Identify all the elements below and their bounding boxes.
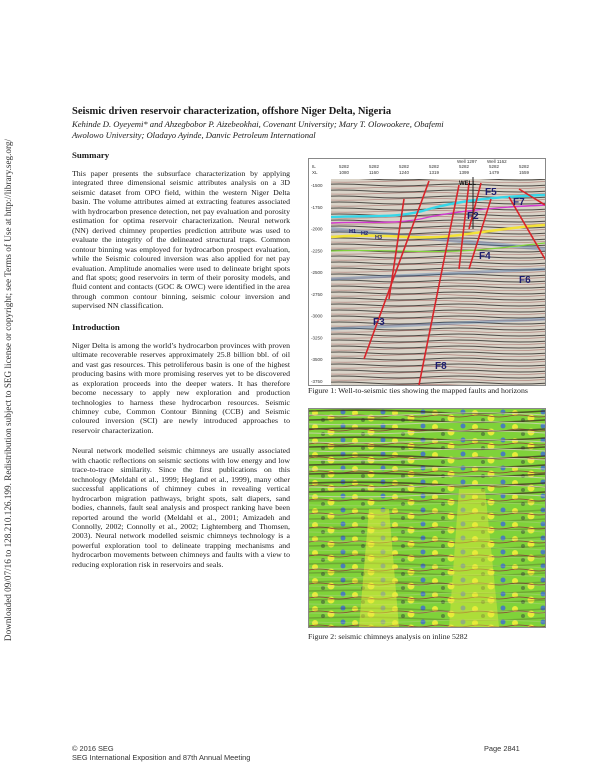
introduction-paragraph-1: Niger Delta is among the world’s hydrocarbon provinces with proven ultimate recoverable reserves approximately 25.8 billion bbl. of oil and vast gas resources. This petroliferous basin is one of the highest producing basins with more promising reserves yet to be discovered as exploration proceeds into the deeper waters. It has therefore become necessary to apply new exploration and production technologies to harness these hydrocarbon resources. Seismic chimney cube, Common Contour Binning (CCB) and Seismic coloured inversion (SCI) are newly introduced approaches to reservoir characterization. (72, 340, 290, 435)
introduction-paragraph-2: Neural network modelled seismic chimneys are usually associated with chaotic reflections on seismic sections with low energy and low trace-to-trace similarity. Since the first publications on this technology (Meldahl et al., 1999; Hegland et al., 1999), many other successful applications of chimney cubes in revealing vertical hydrocarbon migration pathways, bright spots, salt diapers, sand bodies, channels, fault seal analysis and prospect ranking have been reported around the world (Meldahl et al., 2001; Amizadeh and Connolly, 2002; Connolly et al., 2002; Lightemberg and Thomsen, 2003). Neural network modelled seismic chimneys technology is a powerful exploration tool to delineate trapping mechanisms and hydrocarbon movements between chimneys and faults with a view to reducing exploration risk in reservoirs and seals. (72, 446, 290, 569)
fig1-horizon-label-h1: H1 (349, 229, 357, 235)
figure-1-caption: Figure 1: Well-to-seismic ties showing the mapped faults and horizons (308, 386, 528, 395)
paper-authors-line-1: Kehinde D. Oyeyemi* and Ahzegbobor P. Aizebeokhai, Covenant University; Mary T. Olowookere, Obafemi (72, 119, 444, 129)
fig1-top-tick-il: 5282 (339, 164, 350, 169)
fig1-top-tick-il: 5282 (369, 164, 380, 169)
fig1-depth-tick: -1500 (311, 183, 323, 188)
fig1-fault-label-f2: F2 (467, 211, 479, 222)
paper-title: Seismic driven reservoir characterization, offshore Niger Delta, Nigeria (72, 106, 392, 117)
footer-meeting: SEG International Exposition and 87th Annual Meeting (72, 753, 251, 762)
summary-paragraph: This paper presents the subsurface characterization by applying integrated three dimensional seismic attributes analysis on a 3D seismic dataset from OPO field, within the western Niger Delta basin. The volume attributes aimed at extracting features associated with hydrocarbon presence detection, net pay evaluation and porosity estimation for optima reservoir characterization. Neural network (NN) derived chimney properties prediction attribute was used to evaluate the integrity of the delineated structural traps. Common contour binning was employed for hydrocarbon prospect evaluation, while the Seismic coloured inversion was also applied for net pay evaluation. Amplitude anomalies were used to delineate bright spots and flat spots; good reservoirs in term of their porosity models, and fluid content and contacts (GOC & OWC) were identified in the area through common contour binning, seismic colour inversion and supervised NN classification. (72, 169, 290, 311)
fig1-top-tick-il: 5282 (489, 164, 500, 169)
download-notice-text: Downloaded 09/07/16 to 128.210.126.199. Redistribution subject to SEG license or copyright; see Terms of Use at http://library.seg.org/ (3, 138, 13, 642)
fig1-well-name: WELL (459, 181, 476, 187)
figure-1-graphic (309, 159, 545, 385)
figure-2-caption: Figure 2: seismic chimneys analysis on inline 5282 (308, 632, 468, 641)
fig1-horizon-label-h2: H2 (361, 231, 369, 237)
fig1-top-tick-il: 5282 (399, 164, 410, 169)
footer-left (72, 744, 250, 762)
paper-authors-line-2: Awolowo University; Oladayo Ayinde, Danvic Petroleum International (72, 130, 316, 140)
fig1-top-tick-xl: 1160 (369, 170, 379, 175)
fig1-well-label-1: Well 1297 (457, 159, 477, 164)
fig1-horizon-label-h3: H3 (375, 235, 383, 241)
left-column (72, 150, 290, 580)
fig1-top-tick-il: 5282 (429, 164, 440, 169)
fig1-fault-label-f6: F6 (519, 275, 531, 286)
footer-copyright: © 2016 SEG (72, 744, 114, 753)
introduction-heading: Introduction (72, 321, 120, 332)
fig1-depth-tick: -3500 (311, 357, 323, 363)
fig1-well-label-2: Well 1162 (487, 159, 507, 164)
fig1-top-tick-xl: 1080 (339, 170, 350, 175)
fig1-fault-label-f3: F3 (373, 317, 385, 328)
fig1-fault-label-f7: F7 (513, 197, 525, 208)
fig1-top-tick-xl: 1559 (519, 170, 530, 175)
fig1-top-tick-xl: 1399 (459, 170, 470, 175)
download-notice (1, 120, 15, 660)
fig1-depth-tick: -2250 (311, 248, 323, 254)
summary-heading: Summary (72, 150, 110, 160)
figure-2-graphic (309, 409, 545, 627)
figure-2-chimney-section (308, 408, 546, 628)
paper-header (72, 106, 542, 141)
figure-1-seismic-section (308, 158, 546, 386)
fig1-depth-tick: -2000 (311, 226, 323, 232)
fig1-fault-label-f8: F8 (435, 361, 447, 372)
fig1-depth-tick: -3750 (311, 379, 323, 384)
fig1-axis-label-xl: XL (312, 170, 318, 175)
fig1-top-tick-xl: 1479 (489, 170, 500, 175)
footer-page (484, 744, 520, 753)
fig1-top-tick-xl: 1319 (429, 170, 440, 175)
footer-page-label: Page (484, 744, 502, 753)
fig1-fault-label-f5: F5 (485, 187, 497, 198)
fig1-depth-tick: -3250 (311, 335, 323, 341)
fig1-depth-tick: -1750 (311, 204, 323, 210)
footer-page-number: 2841 (503, 744, 520, 753)
fig1-top-tick-xl: 1240 (399, 170, 410, 175)
fig1-fault-label-f4: F4 (479, 251, 491, 262)
fig1-depth-tick: -2500 (311, 270, 323, 276)
fig1-top-tick-il: 5282 (459, 164, 470, 169)
fig1-axis-label-il: IL (312, 164, 316, 169)
fig1-depth-tick: -3000 (311, 313, 323, 319)
fig1-depth-tick: -2750 (311, 291, 323, 297)
fig1-top-tick-il: 5282 (519, 164, 530, 169)
